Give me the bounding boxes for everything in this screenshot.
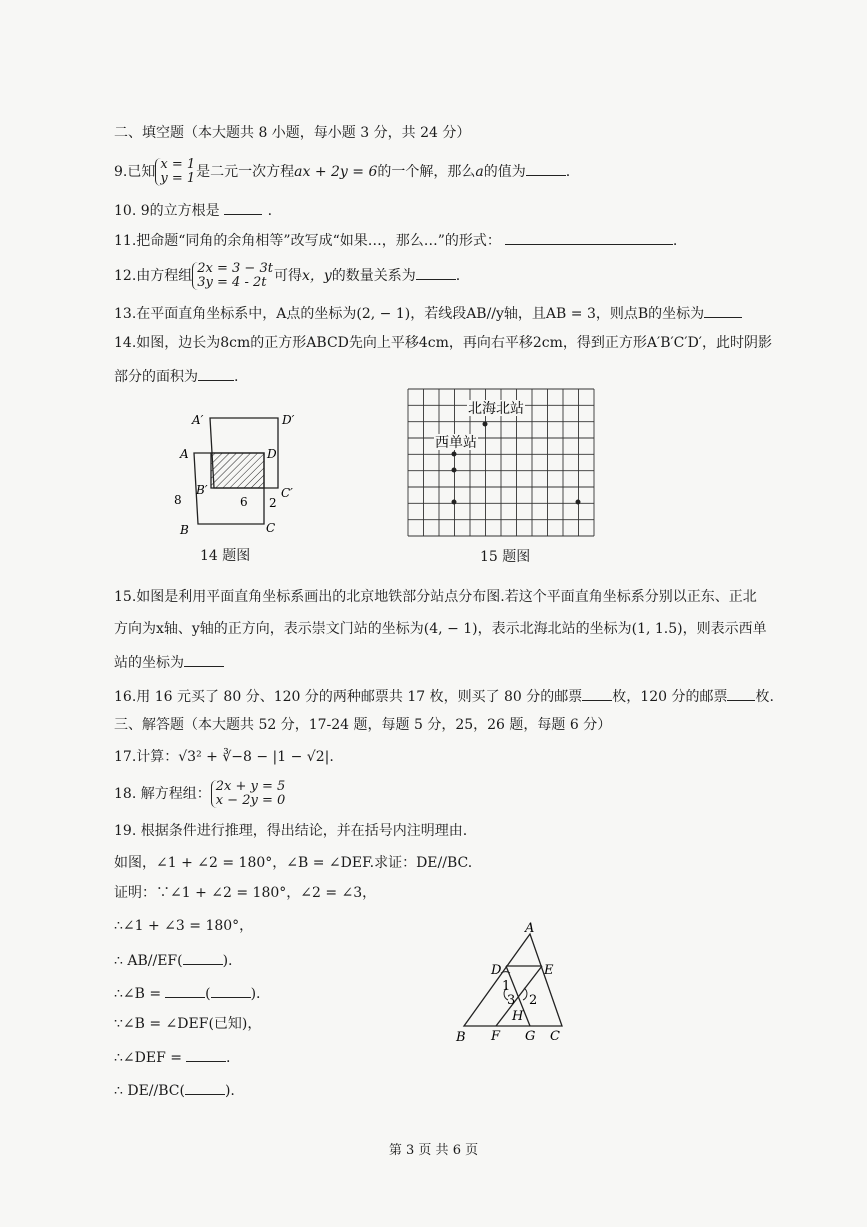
q9-equation: ax + 2y = 6	[294, 164, 378, 180]
section-2-heading: 二、填空题（本大题共 8 小题，每小题 3 分，共 24 分）	[114, 125, 471, 141]
figure-15-caption: 15 题图	[480, 549, 531, 565]
proof-line-3-b: ).	[222, 953, 233, 969]
q16-end: 枚.	[755, 689, 774, 705]
label-a: A	[180, 447, 189, 461]
q9-suffix: 是二元一次方程	[196, 164, 295, 180]
label-g: G	[525, 1029, 536, 1044]
label-a-prime: A′	[192, 413, 204, 427]
q9-tail: 的一个解，那么	[377, 164, 476, 180]
q10-answer-blank[interactable]	[224, 200, 262, 215]
station-dot	[452, 468, 457, 473]
figure-19	[450, 918, 575, 1048]
q11-dot: .	[672, 233, 678, 249]
figure-14	[168, 408, 308, 543]
label-c: C	[550, 1029, 560, 1044]
proof-line-2: ∴∠1 + ∠3 = 180°，	[114, 918, 254, 934]
station-north-dot	[483, 422, 488, 427]
q16-answer-blank-2[interactable]	[727, 686, 755, 701]
question-14-line2	[114, 366, 238, 386]
proof-line-7	[114, 1080, 235, 1100]
label-north-station: 北海北站	[468, 400, 524, 416]
q11-answer-blank[interactable]	[505, 230, 673, 245]
q18-eq1: 2x + y = 5	[215, 779, 286, 794]
label-side-8: 8	[174, 493, 182, 507]
proof-line-4-a: ∴∠B =	[114, 986, 162, 1002]
q16-mid: 枚，120 分的邮票	[612, 689, 728, 705]
q11-text: 11.把命题“同角的余角相等”改写成“如果…，那么…”的形式：	[114, 233, 501, 249]
label-d-prime: D′	[282, 413, 295, 427]
q9-eq1: x = 1	[160, 157, 196, 172]
label-seg-2: 2	[269, 496, 277, 510]
question-19-line1: 19. 根据条件进行推理，得出结论，并在括号内注明理由.	[114, 823, 468, 839]
question-9	[114, 158, 570, 186]
q14-line2-text: 部分的面积为	[114, 369, 198, 385]
question-11	[114, 230, 677, 250]
label-d: D	[491, 963, 502, 978]
q9-system	[155, 158, 195, 186]
label-c-prime: C′	[281, 486, 293, 500]
label-d: D	[267, 447, 277, 461]
question-10	[114, 200, 272, 220]
q15-answer-blank[interactable]	[184, 652, 224, 667]
q14-answer-blank[interactable]	[198, 366, 234, 381]
page-footer: 第 3 页 共 6 页	[388, 1143, 479, 1158]
q9-dot: .	[565, 164, 571, 180]
q16-answer-blank-1[interactable]	[582, 686, 612, 701]
proof-reason-blank-2[interactable]	[211, 983, 251, 998]
question-14-line1: 14.如图，边长为8cm的正方形ABCD先向上平移4cm，再向右平移2cm，得到正方形A′B′C′D′，此时阴影	[114, 335, 772, 351]
label-seg-6: 6	[240, 495, 248, 509]
proof-line-7-a: ∴ DE//BC(	[114, 1083, 185, 1099]
q14-dot: .	[234, 369, 239, 385]
station-west-dot	[452, 452, 457, 457]
question-15-line3	[114, 652, 224, 672]
q16-text: 16.用 16 元买了 80 分、120 分的两种邮票共 17 枚，则买了 80 分的邮票	[114, 689, 583, 705]
label-h: H	[512, 1009, 524, 1024]
proof-line-7-b: ).	[224, 1083, 235, 1099]
label-c: C	[266, 521, 276, 535]
q9-end: 的值为	[483, 164, 526, 180]
label-angle-2: 2	[529, 993, 538, 1008]
question-17: 17.计算：√3² + ∛−8 − |1 − √2|.	[114, 749, 334, 765]
figure-15	[407, 388, 595, 538]
proof-line-4	[114, 983, 261, 1003]
q12-end: 的数量关系为	[331, 268, 416, 284]
q9-prefix: 9.已知	[114, 164, 156, 180]
proof-line-6	[114, 1047, 230, 1067]
q9-var: a	[475, 164, 484, 180]
q12-dot: .	[455, 268, 461, 284]
question-13	[114, 303, 742, 323]
section-3-heading: 三、解答题（本大题共 52 分，17-24 题，每题 5 分，25，26 题，每题 6 分）	[114, 717, 612, 733]
label-angle-3: 3	[507, 993, 516, 1008]
label-angle-1: 1	[502, 979, 511, 994]
station-dot	[452, 500, 457, 505]
q18-eq2: x − 2y = 0	[215, 793, 286, 808]
station-dot	[576, 500, 581, 505]
q15-line3-text: 站的坐标为	[114, 655, 184, 671]
label-b-prime: B′	[196, 483, 208, 497]
proof-answer-blank-3[interactable]	[186, 1047, 226, 1062]
q12-system	[192, 262, 273, 290]
proof-line-6-a: ∴∠DEF =	[114, 1050, 182, 1066]
q13-answer-blank[interactable]	[704, 303, 742, 318]
q9-answer-blank[interactable]	[526, 161, 566, 176]
q12-eq1: 2x = 3 − 3t	[197, 261, 273, 276]
proof-line-4-b: (	[205, 986, 211, 1002]
label-a: A	[525, 921, 535, 936]
proof-line-3	[114, 950, 233, 970]
proof-reason-blank-3[interactable]	[185, 1080, 225, 1095]
proof-line-3-a: ∴ AB//EF(	[114, 953, 183, 969]
question-16	[114, 686, 774, 706]
q12-prefix: 12.由方程组	[114, 268, 193, 284]
q18-prefix: 18. 解方程组：	[114, 786, 211, 802]
q10-dot: .	[267, 203, 273, 219]
proof-reason-blank-1[interactable]	[183, 950, 223, 965]
label-e: E	[544, 963, 554, 978]
figure-14-caption: 14 题图	[200, 548, 251, 564]
label-west-station: 西单站	[435, 434, 477, 450]
question-15-line2: 方向为x轴、y轴的正方向，表示崇文门站的坐标为(4, − 1)，表示北海北站的坐标为(1, 1.5)，则表示西单	[114, 621, 767, 637]
question-18	[114, 780, 286, 808]
proof-line-4-c: ).	[250, 986, 261, 1002]
q12-suffix: 可得	[273, 268, 302, 284]
question-15-line1: 15.如图是利用平面直角坐标系画出的北京地铁部分站点分布图.若这个平面直角坐标系分别以正东、正北	[114, 589, 757, 605]
proof-answer-blank-2[interactable]	[165, 983, 205, 998]
q10-text: 10. 9的立方根是	[114, 203, 220, 219]
q12-eq2: 3y = 4 - 2t	[197, 275, 267, 290]
q9-eq2: y = 1	[160, 171, 196, 186]
label-b: B	[180, 523, 189, 537]
q13-text: 13.在平面直角坐标系中，A点的坐标为(2, − 1)，若线段AB//y轴，且AB = 3，则点B的坐标为	[114, 306, 705, 322]
label-f: F	[491, 1029, 501, 1044]
proof-line-1: 证明：∵∠1 + ∠2 = 180°，∠2 = ∠3，	[114, 885, 377, 901]
label-b: B	[456, 1030, 466, 1045]
shaded-region	[211, 453, 264, 488]
proof-line-5: ∵∠B = ∠DEF(已知)，	[114, 1016, 262, 1032]
q12-vars: x，y	[301, 268, 332, 284]
q18-system	[211, 780, 286, 808]
question-19-line2: 如图，∠1 + ∠2 = 180°，∠B = ∠DEF.求证：DE//BC.	[114, 855, 473, 871]
proof-line-6-b: .	[225, 1050, 231, 1066]
q12-answer-blank[interactable]	[416, 265, 456, 280]
question-12	[114, 262, 460, 290]
